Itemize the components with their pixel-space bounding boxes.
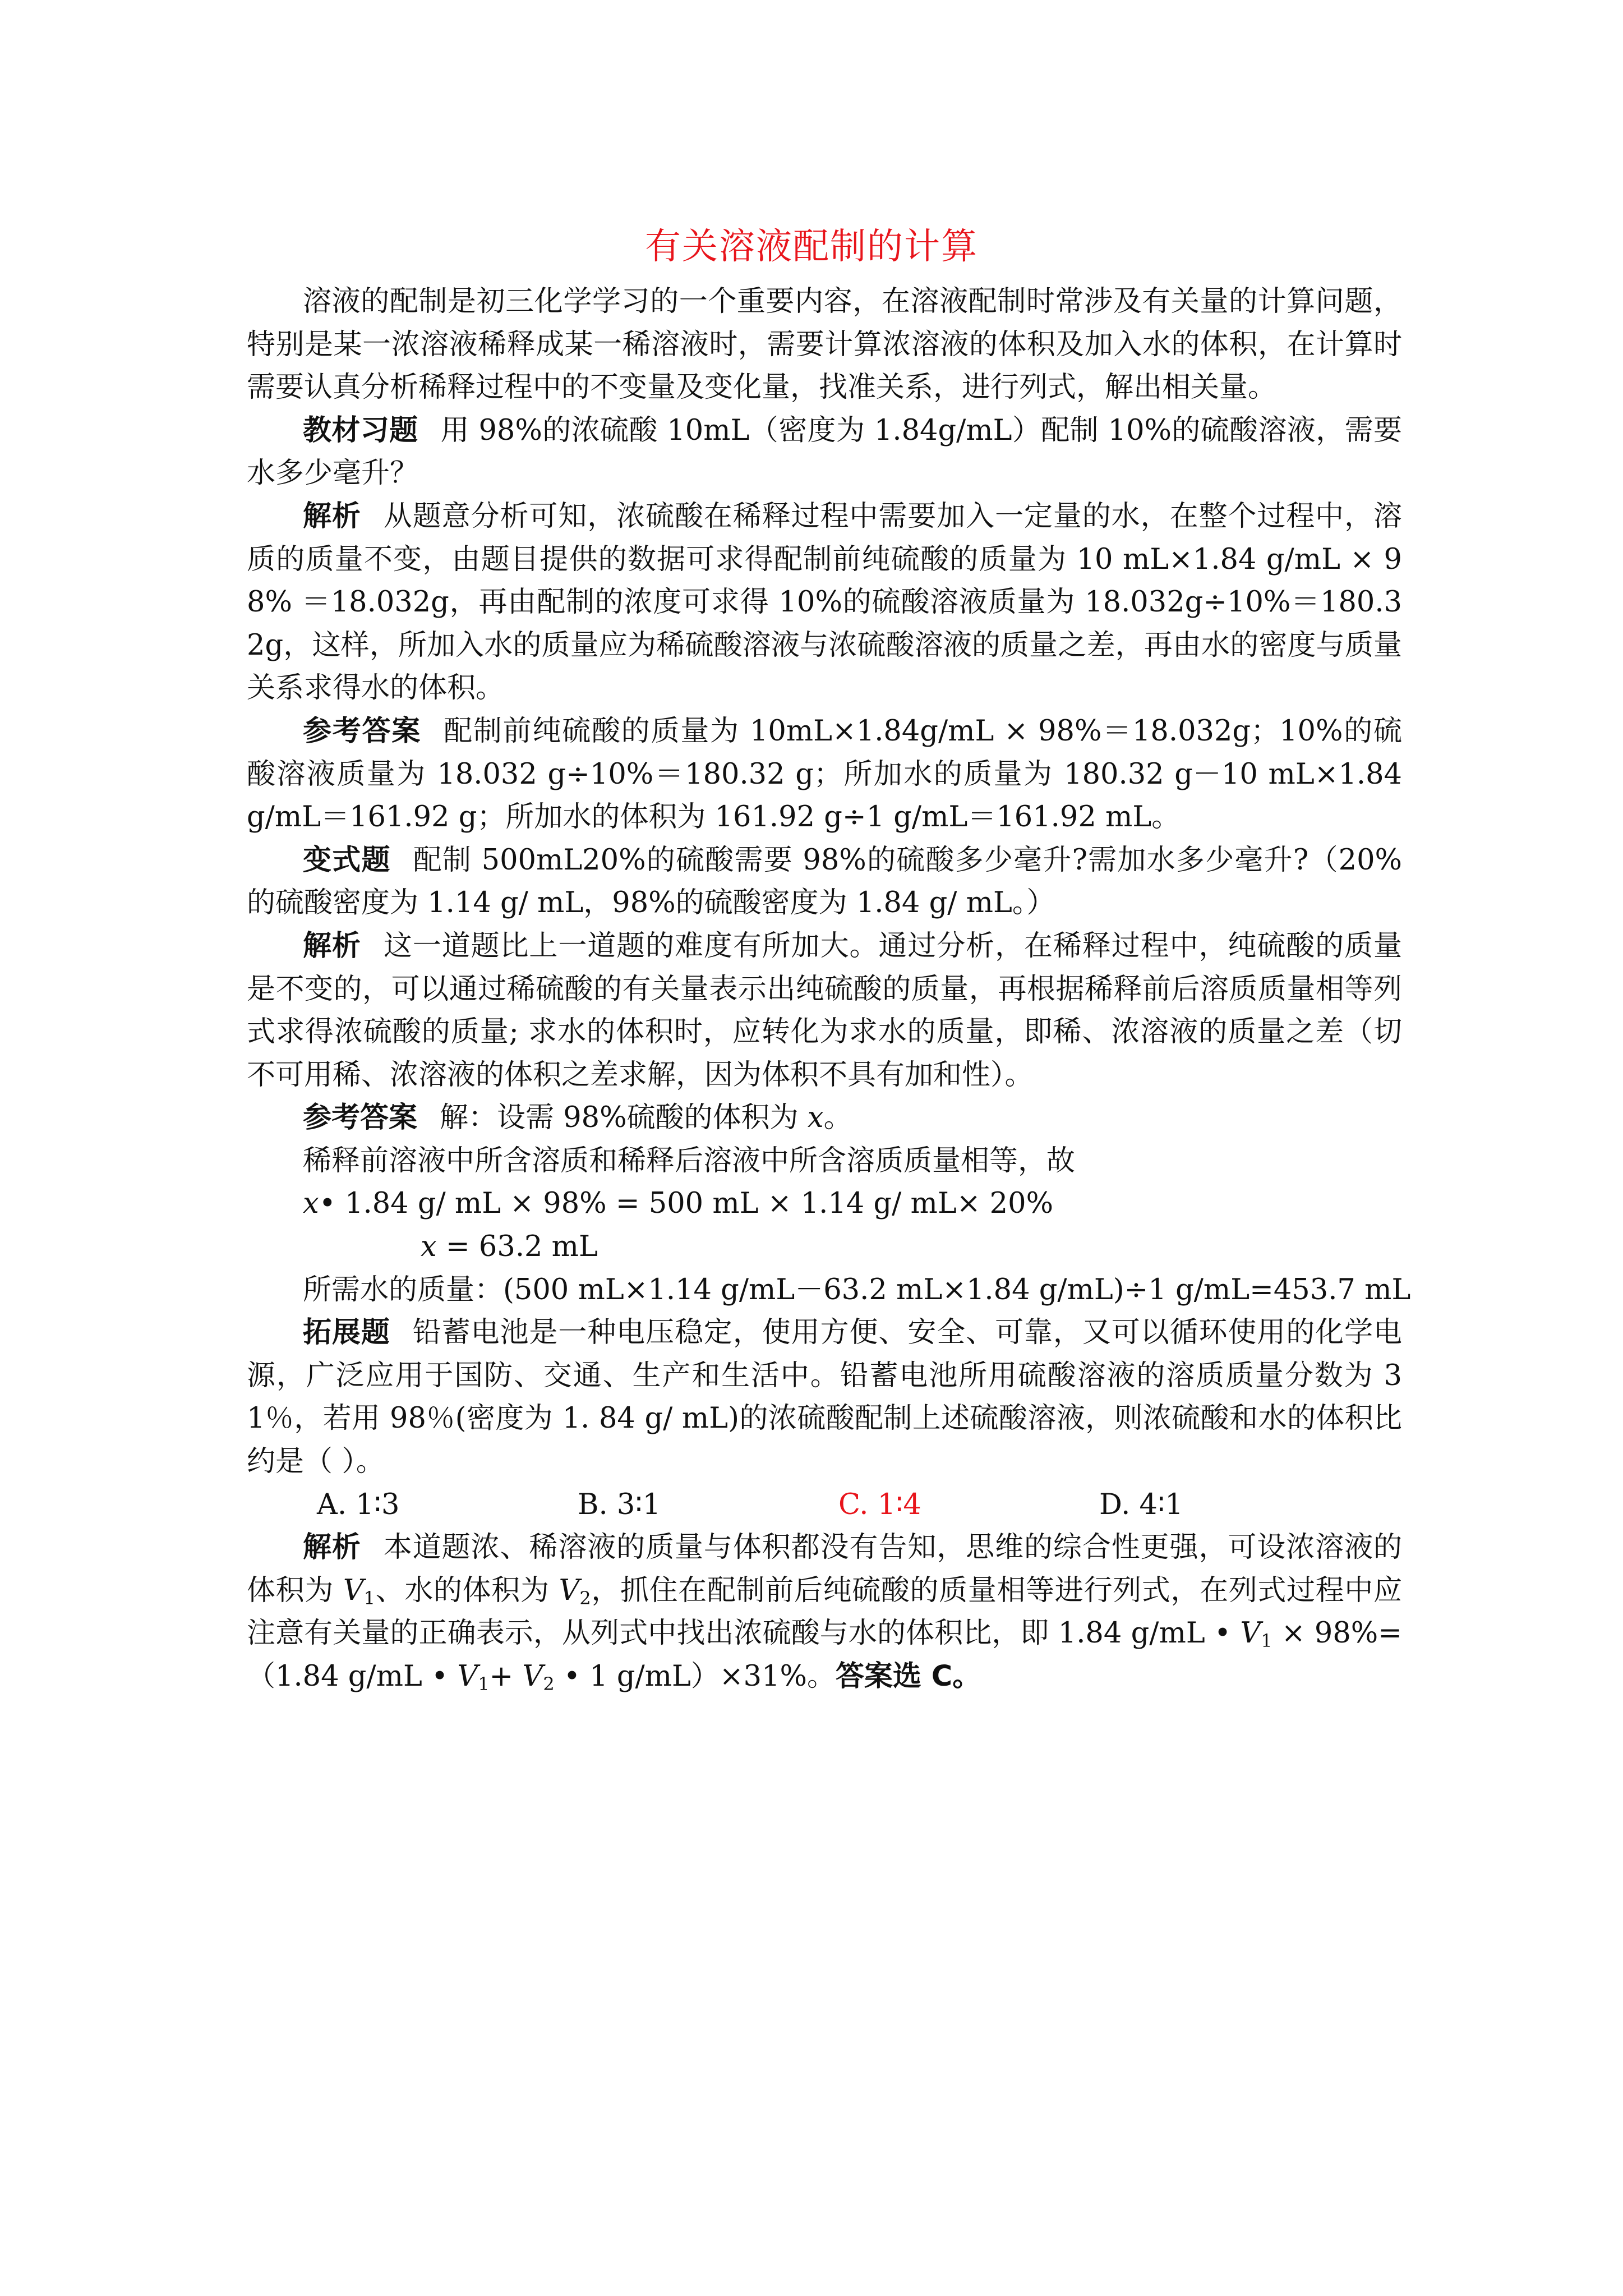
analysis-3-text-d: × 98%=（1.84 g/mL • xyxy=(247,1617,1402,1693)
sub-2-a: 2 xyxy=(579,1587,591,1609)
analysis-1-label: 解析 xyxy=(303,499,361,533)
reference-answer-2-label: 参考答案 xyxy=(303,1101,418,1135)
extension-question-label: 拓展题 xyxy=(303,1316,390,1350)
analysis-3-text-b: 、水的体积为 xyxy=(375,1573,559,1607)
extension-question-text: 铅蓄电池是一种电压稳定，使用方便、安全、可靠，又可以循环使用的化学电源，广泛应用于国防、交通、生产和生活中。铅蓄电池所用硫酸溶液的溶质质量分数为 31％，若用 98％(密度为 1. 84 g/ mL)的浓硫酸配制上述硫酸溶液，则浓硫酸和水的体积比约是（ ）。 xyxy=(247,1316,1402,1479)
var-v2-a: V xyxy=(559,1573,580,1607)
equation-2-rest: = 63.2 mL xyxy=(436,1230,598,1264)
var-v1-b: V xyxy=(1240,1617,1261,1650)
solve-variable: x xyxy=(807,1101,824,1135)
variant-question-label: 变式题 xyxy=(303,843,391,877)
sub-1-c: 1 xyxy=(478,1673,490,1695)
solve-suffix: 。 xyxy=(823,1101,852,1135)
analysis-3-text-a: 本道题浓、稀溶液的质量与体积都没有告知，思维的综合性更强，可设浓溶液的体积为 xyxy=(247,1531,1402,1607)
document-body xyxy=(247,280,1411,1699)
option-a: A. 1∶3 xyxy=(317,1488,400,1521)
analysis-3-text-f: • 1 g/mL）×31%。 xyxy=(554,1660,836,1693)
analysis-3 xyxy=(247,1526,1402,1698)
option-b: B. 3∶1 xyxy=(578,1488,661,1521)
sub-2-b: 2 xyxy=(543,1673,555,1695)
analysis-1-text: 从题意分析可知，浓硫酸在稀释过程中需要加入一定量的水，在整个过程中，溶质的质量不变，由题目提供的数据可求得配制前纯硫酸的质量为 10 mL×1.84 g/mL × 98% ＝18.032g，再由配制的浓度可求得 10%的硫酸溶液质量为 18.032g÷10%＝180.32g，这样，所加入水的质量应为稀硫酸溶液与浓硫酸溶液的质量之差，再由水的密度与质量关系求得水的体积。 xyxy=(247,499,1402,705)
textbook-question-label: 教材习题 xyxy=(303,413,418,447)
answer-options xyxy=(247,1484,1402,1527)
equation-1-var: x xyxy=(303,1187,319,1221)
variant-question xyxy=(247,839,1402,925)
analysis-1 xyxy=(247,495,1402,710)
equation-1-rest: • 1.84 g/ mL × 98% = 500 mL × 1.14 g/ mL× 20% xyxy=(319,1187,1054,1221)
water-mass-line: 所需水的质量：(500 mL×1.14 g/mL－63.2 mL×1.84 g/mL)÷1 g/mL=453.7 mL xyxy=(303,1273,1411,1306)
sub-1-b: 1 xyxy=(1261,1630,1272,1652)
equation-1 xyxy=(247,1182,1402,1226)
textbook-question-text: 用 98%的浓硫酸 10mL（密度为 1.84g/mL）配制 10%的硫酸溶液，需要水多少毫升？ xyxy=(247,413,1402,490)
page-title: 有关溶液配制的计算 xyxy=(645,226,978,268)
intro-paragraph: 溶液的配制是初三化学学习的一个重要内容，在溶液配制时常涉及有关量的计算问题，特别是某一浓溶液稀释成某一稀溶液时，需要计算浓溶液的体积及加入水的体积，在计算时需要认真分析稀释过程中的不变量及变化量，找准关系，进行列式，解出相关量。 xyxy=(247,285,1402,404)
reference-answer-1-label: 参考答案 xyxy=(303,714,422,748)
analysis-3-label: 解析 xyxy=(303,1531,361,1565)
var-v1-c: V xyxy=(457,1660,478,1693)
extension-question xyxy=(247,1312,1402,1483)
analysis-2 xyxy=(247,925,1402,1097)
analysis-2-label: 解析 xyxy=(303,929,361,963)
analysis-2-text: 这一道题比上一道题的难度有所加大。通过分析，在稀释过程中，纯硫酸的质量是不变的，可以通过稀硫酸的有关量表示出纯硫酸的质量，再根据稀释前后溶质质量相等列式求得浓硫酸的质量; 求水的体积时，应转化为求水的质量，即稀、浓溶液的质量之差（切不可用稀、浓溶液的体积之差求解，因为体积不具有加和性）。 xyxy=(247,929,1402,1092)
solve-prefix: 解：设需 98%硫酸的体积为 xyxy=(440,1101,799,1135)
final-answer: 答案选 C。 xyxy=(836,1660,981,1693)
var-v1-a: V xyxy=(343,1573,364,1607)
reference-answer-1-text: 配制前纯硫酸的质量为 10mL×1.84g/mL × 98%＝18.032g；10%的硫酸溶液质量为 18.032 g÷10%＝180.32 g；所加水的质量为 180.32 g－10 mL×1.84 g/mL＝161.92 g；所加水的体积为 161.92 g÷1 g/mL＝161.92 mL。 xyxy=(247,714,1402,834)
analysis-3-text-c: ，抓住在配制前后纯硫酸的质量相等进行列式，在列式过程中应注意有关量的正确表示，从列式中找出浓硫酸与水的体积比，即 1.84 g/mL • xyxy=(247,1573,1402,1650)
sub-1-a: 1 xyxy=(363,1587,376,1609)
option-c: C. 1∶4 xyxy=(838,1488,921,1521)
variant-question-text: 配制 500mL20%的硫酸需要 98%的硫酸多少毫升?需加水多少毫升?（20%的硫酸密度为 1.14 g/ mL，98%的硫酸密度为 1.84 g/ mL。） xyxy=(247,843,1402,920)
var-v2-b: V xyxy=(522,1660,543,1693)
reference-answer-2 xyxy=(247,1097,1402,1140)
textbook-question xyxy=(247,409,1402,495)
option-d: D. 4∶1 xyxy=(1099,1488,1183,1521)
equation-2 xyxy=(247,1226,1402,1269)
reference-answer-1 xyxy=(247,710,1402,839)
equation-2-var: x xyxy=(421,1230,437,1264)
analysis-3-text-e: + xyxy=(489,1660,523,1693)
dilution-statement: 稀释前溶液中所含溶质和稀释后溶液中所含溶质质量相等，故 xyxy=(303,1144,1076,1177)
